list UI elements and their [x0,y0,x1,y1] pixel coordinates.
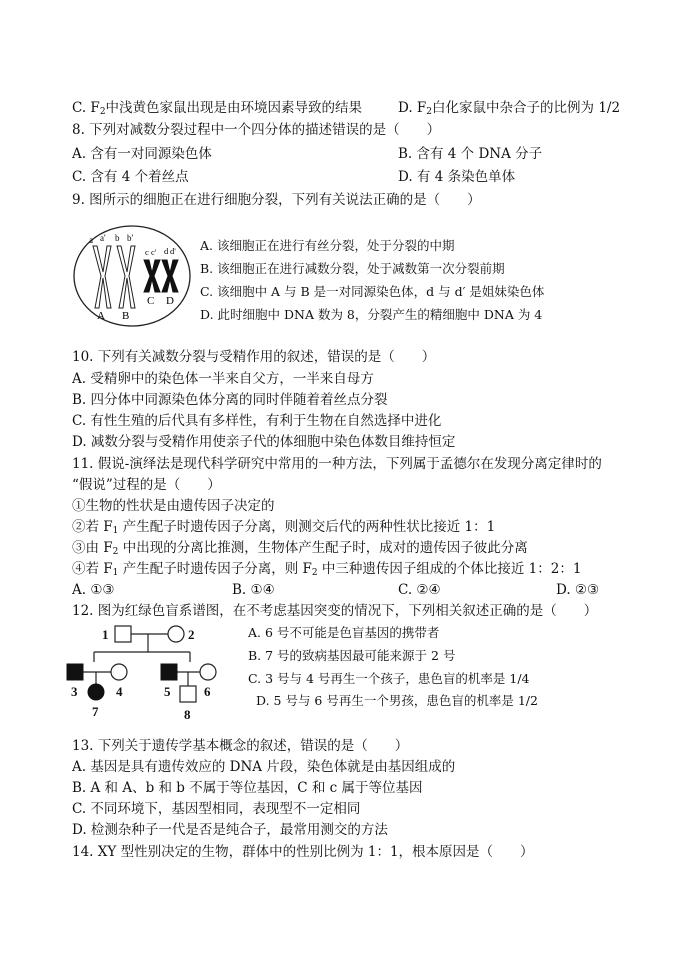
q10-stem: 10. 下列有关减数分裂与受精作用的叙述，错误的是（ ） [72,349,436,365]
label-b: b [115,233,120,243]
q11-item-1: ①生物的性状是由遗传因子决定的 [72,498,275,514]
chromosome-c [144,260,160,292]
ped-label-8: 8 [184,707,191,722]
q9-stem: 9. 图所示的细胞正在进行细胞分裂，下列有关说法正确的是（ ） [72,192,481,208]
q8-option-d: D. 有 4 条染色单体 [398,169,516,185]
q11-item-4: ④若 $F_1$ 产生配子时遗传因子分离，则 $F_2$ 中三种遗传因子组成的个体比接近 1：2：1 [72,561,582,578]
q14-stem: 14. XY 型性别决定的生物，群体中的性别比例为 1：1，根本原因是（ ） [72,844,534,860]
label-b-prime: b' [127,233,134,243]
label-a: a [89,235,93,245]
q11-stem-line2: “假说”过程的是（ ） [72,477,221,493]
q13-option-b: B. A 和 A、b 和 b 不属于等位基因，C 和 c 属于等位基因 [72,780,423,796]
q12-option-b: B. 7 号的致病基因最可能来源于 2 号 [248,648,456,663]
q12-option-c: C. 3 号与 4 号再生一个孩子，患色盲的机率是 1/4 [248,671,530,686]
label-D: D [166,295,174,307]
prev-option-c: C. $F_2$中浅黄色家鼠出现是由环境因素导致的结果 [72,100,363,117]
individual-1-unaffected-male [115,626,131,642]
q8-option-c: C. 含有 4 个着丝点 [72,169,189,185]
label-d: d [164,246,169,256]
q10-option-a: A. 受精卵中的染色体一半来自父方，一半来自母方 [72,371,374,387]
label-d-prime: d' [170,246,176,256]
label-c-prime: c' [151,247,157,257]
q9-option-a: A. 该细胞正在进行有丝分裂，处于分裂的中期 [200,238,455,253]
individual-7-affected-female [88,684,104,700]
q8-option-b: B. 含有 4 个 DNA 分子 [398,146,543,162]
q11-option-c: C. ②④ [398,582,441,598]
q12-stem: 12. 图为红绿色盲系谱图，在不考虑基因突变的情况下，下列相关叙述正确的是（ ） [72,603,598,619]
prev-option-d: D. $F_2$白化家鼠中杂合子的比例为 1/2 [398,100,621,117]
pedigree-chart [64,622,234,724]
ped-label-1: 1 [102,627,109,642]
q12-option-d: D. 5 号与 6 号再生一个男孩，患色盲的机率是 1/2 [256,693,538,708]
ped-label-2: 2 [188,627,195,642]
q9-option-b: B. 该细胞正在进行减数分裂，处于减数第一次分裂前期 [200,261,505,276]
chromosome-a [93,246,111,308]
cell-division-figure [70,222,194,330]
label-A: A [97,310,105,322]
q11-option-a: A. ①③ [72,582,115,598]
label-B: B [122,310,130,322]
q9-option-c: C. 该细胞中 A 与 B 是一对同源染色体，d 与 d′ 是姐妹染色体 [200,284,545,299]
label-C: C [147,295,155,307]
chromosome-d [162,260,178,292]
chromosome-b [117,246,135,308]
q12-option-a: A. 6 号不可能是色盲基因的携带者 [248,625,440,640]
q10-option-d: D. 减数分裂与受精作用使亲子代的体细胞中染色体数目维持恒定 [72,434,456,450]
q13-option-d: D. 检测杂种子一代是否是纯合子，最常用测交的方法 [72,822,388,838]
q9-option-d: D. 此时细胞中 DNA 数为 8，分裂产生的精细胞中 DNA 为 4 [200,307,543,322]
ped-label-4: 4 [116,684,123,699]
individual-5-affected-male [161,664,177,680]
ped-label-3: 3 [71,684,78,699]
individual-4-unaffected-female [111,664,127,680]
q11-stem-line1: 11. 假说-演绎法是现代科学研究中常用的一种方法，下列属于孟德尔在发现分离定律时的 [72,456,602,472]
individual-8-unaffected-male [180,686,196,702]
individual-6-unaffected-female [200,664,216,680]
q8-option-a: A. 含有一对同源染色体 [72,146,212,162]
q11-item-2: ②若 $F_1$ 产生配子时遗传因子分离，则测交后代的两种性状比接近 1：1 [72,519,496,536]
q10-option-c: C. 有性生殖的后代具有多样性，有利于生物在自然选择中进化 [72,413,442,429]
label-c: c [145,247,149,257]
q13-option-a: A. 基因是具有遗传效应的 DNA 片段，染色体就是由基因组成的 [72,759,456,775]
label-a-prime: a' [100,233,106,243]
q11-item-3: ③由 $F_2$ 中出现的分离比推测，生物体产生配子时，成对的遗传因子彼此分离 [72,540,528,557]
ped-label-5: 5 [164,684,171,699]
q11-option-d: D. ②③ [556,582,600,598]
ped-label-6: 6 [204,684,211,699]
q13-option-c: C. 不同环境下，基因型相同，表现型不一定相同 [72,801,361,817]
q10-option-b: B. 四分体中同源染色体分离的同时伴随着着丝点分裂 [72,392,388,408]
q8-stem: 8. 下列对减数分裂过程中一个四分体的描述错误的是（ ） [72,122,441,138]
individual-2-unaffected-female [168,626,184,642]
q13-stem: 13. 下列关于遗传学基本概念的叙述，错误的是（ ） [72,738,409,754]
ped-label-7: 7 [92,704,99,719]
q11-option-b: B. ①④ [232,582,275,598]
individual-3-affected-male [67,664,83,680]
